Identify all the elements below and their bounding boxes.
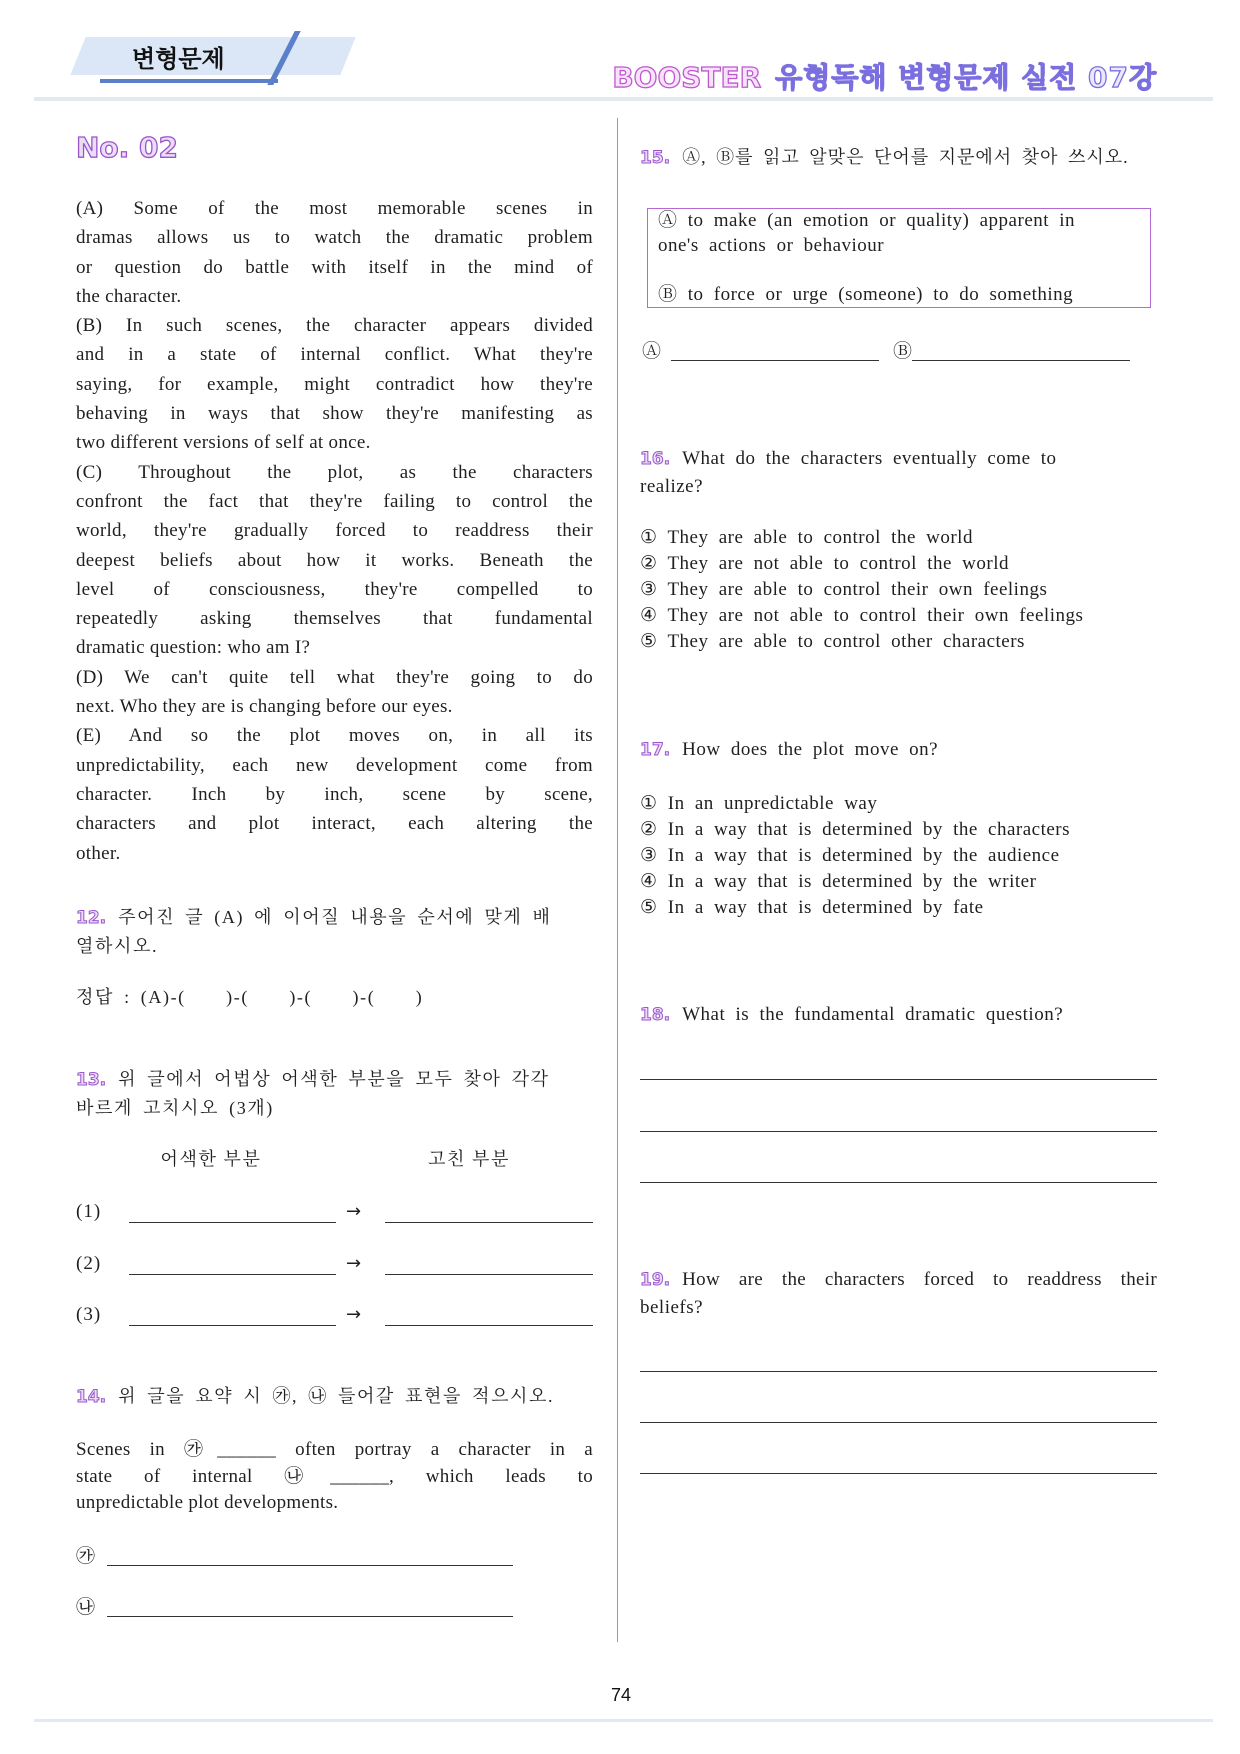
- question-number: 14.: [76, 1387, 107, 1407]
- answer-line: [640, 1131, 1157, 1132]
- passage-line: (C) Throughout the plot, as the characters: [76, 461, 593, 483]
- summary-line: Scenes in ㉮______ often portray a character in a: [76, 1439, 593, 1460]
- question-16-line: realize?: [640, 476, 704, 497]
- page-title: [612, 60, 1157, 96]
- question-12-line: [76, 903, 593, 932]
- passage-line: (E) And so the plot moves on, in all its: [76, 725, 593, 747]
- question-14-text: 위 글을 요약 시 ㉮, ㉯ 들어갈 표현을 적으시오.: [118, 1386, 555, 1406]
- answer-blank: [912, 360, 1130, 361]
- wrong-part-blank: [129, 1222, 336, 1223]
- passage-paragraph: [76, 663, 593, 722]
- question-16-text: What do the characters eventually come to: [682, 448, 1057, 469]
- answer-blank: [671, 360, 879, 361]
- passage-line: level of consciousness, they're compelled to: [76, 578, 593, 600]
- arrow-icon: →: [346, 1253, 362, 1274]
- definition-box: [647, 208, 1151, 308]
- answer-option: ⑤ In a way that is determined by fate: [640, 897, 984, 918]
- passage-line: and in a state of internal conflict. What they're: [76, 344, 593, 366]
- question-19-text: How are the characters forced to readdress their: [682, 1269, 1157, 1290]
- summary-text: [76, 1437, 593, 1517]
- answer-blank: [107, 1565, 513, 1566]
- definition-b-line: Ⓑ to force or urge (someone) to do something: [658, 283, 1074, 305]
- question-17-text: How does the plot move on?: [682, 739, 939, 760]
- page-number: 74: [610, 1685, 632, 1705]
- question-number: 17.: [640, 740, 671, 760]
- definition-spacer: [658, 258, 1140, 283]
- passage-paragraph: [76, 458, 593, 663]
- question-16-options: [640, 525, 1083, 655]
- passage-line: saying, for example, might contradict how they're: [76, 373, 593, 395]
- question-number: 16.: [640, 449, 671, 469]
- passage-line: character. Inch by inch, scene by scene,: [76, 783, 593, 805]
- answer-row-na: [76, 1593, 516, 1622]
- passage-line: or question do battle with itself in the mind of: [76, 256, 593, 278]
- corrected-part-blank: [385, 1325, 593, 1326]
- answer-option: ③ In a way that is determined by the audience: [640, 845, 1060, 866]
- corrected-part-blank: [385, 1274, 593, 1275]
- question-13-text: 위 글에서 어법상 어색한 부분을 모두 찾아 각각: [118, 1069, 550, 1089]
- question-13-line: 바르게 고치시오 (3개): [76, 1098, 274, 1118]
- passage-paragraph: [76, 311, 593, 457]
- question-19-line: beliefs?: [640, 1297, 704, 1318]
- wrong-part-blank: [129, 1325, 336, 1326]
- passage-line: (A) Some of the most memorable scenes in: [76, 198, 593, 219]
- answer-option: ④ In a way that is determined by the writer: [640, 871, 1037, 892]
- correction-row: [76, 1197, 593, 1226]
- definition-a-line: one's actions or behaviour: [658, 234, 885, 256]
- wrong-part-blank: [129, 1274, 336, 1275]
- passage-line: unpredictability, each new development come from: [76, 754, 593, 776]
- question-17: [640, 736, 938, 764]
- passage-paragraph: [76, 721, 593, 867]
- passage-line: the character.: [76, 285, 182, 307]
- question-19-line: [640, 1266, 1157, 1294]
- passage-line: repeatedly asking themselves that fundamental: [76, 608, 593, 630]
- question-12: [76, 903, 593, 960]
- row-label: (1): [76, 1201, 102, 1222]
- question-15-text: Ⓐ, Ⓑ를 읽고 알맞은 단어를 지문에서 찾아 쓰시오.: [682, 147, 1129, 167]
- question-15: [640, 143, 1129, 172]
- passage-line: next. Who they are is changing before our eyes.: [76, 696, 453, 718]
- blank-label: Ⓑ: [893, 340, 913, 362]
- title-brand: BOOSTER: [612, 61, 762, 94]
- title-subtitle: 유형독해 변형문제 실전 07강: [775, 61, 1157, 94]
- answer-row-ga: [76, 1542, 516, 1571]
- passage-line: two different versions of self at once.: [76, 432, 371, 454]
- row-label: (3): [76, 1304, 102, 1325]
- wrong-part-header: 어색한 부분: [160, 1149, 262, 1169]
- answer-row-ab: [640, 337, 1157, 366]
- question-12-line: 열하시오.: [76, 936, 159, 956]
- correction-row: [76, 1249, 593, 1278]
- question-number: 12.: [76, 908, 107, 928]
- answer-option: ② In a way that is determined by the characters: [640, 819, 1071, 840]
- row-label: (2): [76, 1253, 102, 1274]
- blank-label: ㉮: [76, 1545, 96, 1567]
- footer-divider: [34, 1719, 1213, 1722]
- summary-line: unpredictable plot developments.: [76, 1492, 339, 1514]
- arrow-icon: →: [346, 1201, 362, 1222]
- summary-line: state of internal ㉯______, which leads to: [76, 1465, 593, 1487]
- item-number: No. 02: [76, 131, 179, 164]
- question-19: [640, 1266, 1157, 1322]
- question-number: 15.: [640, 148, 671, 168]
- question-number: 18.: [640, 1005, 671, 1025]
- answer-line: [640, 1473, 1157, 1474]
- answer-line: [640, 1079, 1157, 1080]
- answer-option: ② They are not able to control the world: [640, 553, 1009, 574]
- header-tab-label: 변형문제: [132, 45, 225, 73]
- blank-label: Ⓐ: [642, 340, 662, 362]
- question-16: [640, 445, 1157, 501]
- answer-blank: [107, 1616, 513, 1617]
- question-16-line: [640, 445, 1157, 473]
- answer-line: [640, 1422, 1157, 1423]
- passage-line: confront the fact that they're failing to control the: [76, 490, 593, 512]
- question-number: 19.: [640, 1270, 671, 1290]
- answer-option: ① In an unpredictable way: [640, 793, 878, 814]
- definition-a-line: Ⓐ to make (an emotion or quality) apparent in: [658, 210, 1076, 231]
- passage-line: world, they're gradually forced to readdress their: [76, 520, 593, 542]
- answer-option: ④ They are not able to control their own feelings: [640, 605, 1084, 626]
- answer-option: ③ They are able to control their own feelings: [640, 579, 1048, 600]
- passage-line: deepest beliefs about how it works. Beneath the: [76, 549, 593, 571]
- question-12-text: 주어진 글 (A) 에 이어질 내용을 순서에 맞게 배: [118, 907, 552, 927]
- question-number: 13.: [76, 1070, 107, 1090]
- question-13: [76, 1065, 593, 1122]
- answer-line: [640, 1182, 1157, 1183]
- passage-line: characters and plot interact, each altering the: [76, 813, 593, 835]
- question-17-options: [640, 791, 1070, 921]
- corrected-part-blank: [385, 1222, 593, 1223]
- passage-line: (B) In such scenes, the character appears divided: [76, 315, 593, 337]
- reading-passage: [76, 194, 593, 868]
- passage-line: dramas allows us to watch the dramatic problem: [76, 227, 593, 249]
- answer-line: [640, 1371, 1157, 1372]
- corrected-part-header: 고친 부분: [427, 1149, 511, 1169]
- passage-line: other.: [76, 842, 121, 864]
- question-12-answer: 정답 : (A)-( )-( )-( )-( ): [76, 987, 424, 1007]
- passage-line: dramatic question: who am I?: [76, 637, 311, 659]
- blank-label: ㉯: [76, 1596, 96, 1618]
- passage-line: behaving in ways that show they're manifesting as: [76, 403, 593, 425]
- question-13-line: [76, 1065, 593, 1094]
- answer-option: ⑤ They are able to control other characters: [640, 631, 1025, 652]
- correction-row: [76, 1300, 593, 1329]
- passage-line: (D) We can't quite tell what they're going to do: [76, 666, 593, 688]
- question-14: [76, 1382, 554, 1411]
- header-tab-underline: [100, 79, 278, 83]
- passage-paragraph: [76, 194, 593, 311]
- arrow-icon: →: [346, 1304, 362, 1325]
- question-18: [640, 1001, 1063, 1029]
- question-18-text: What is the fundamental dramatic question?: [682, 1004, 1064, 1025]
- column-divider: [617, 118, 618, 1642]
- header-divider: [34, 97, 1213, 101]
- answer-option: ① They are able to control the world: [640, 527, 973, 548]
